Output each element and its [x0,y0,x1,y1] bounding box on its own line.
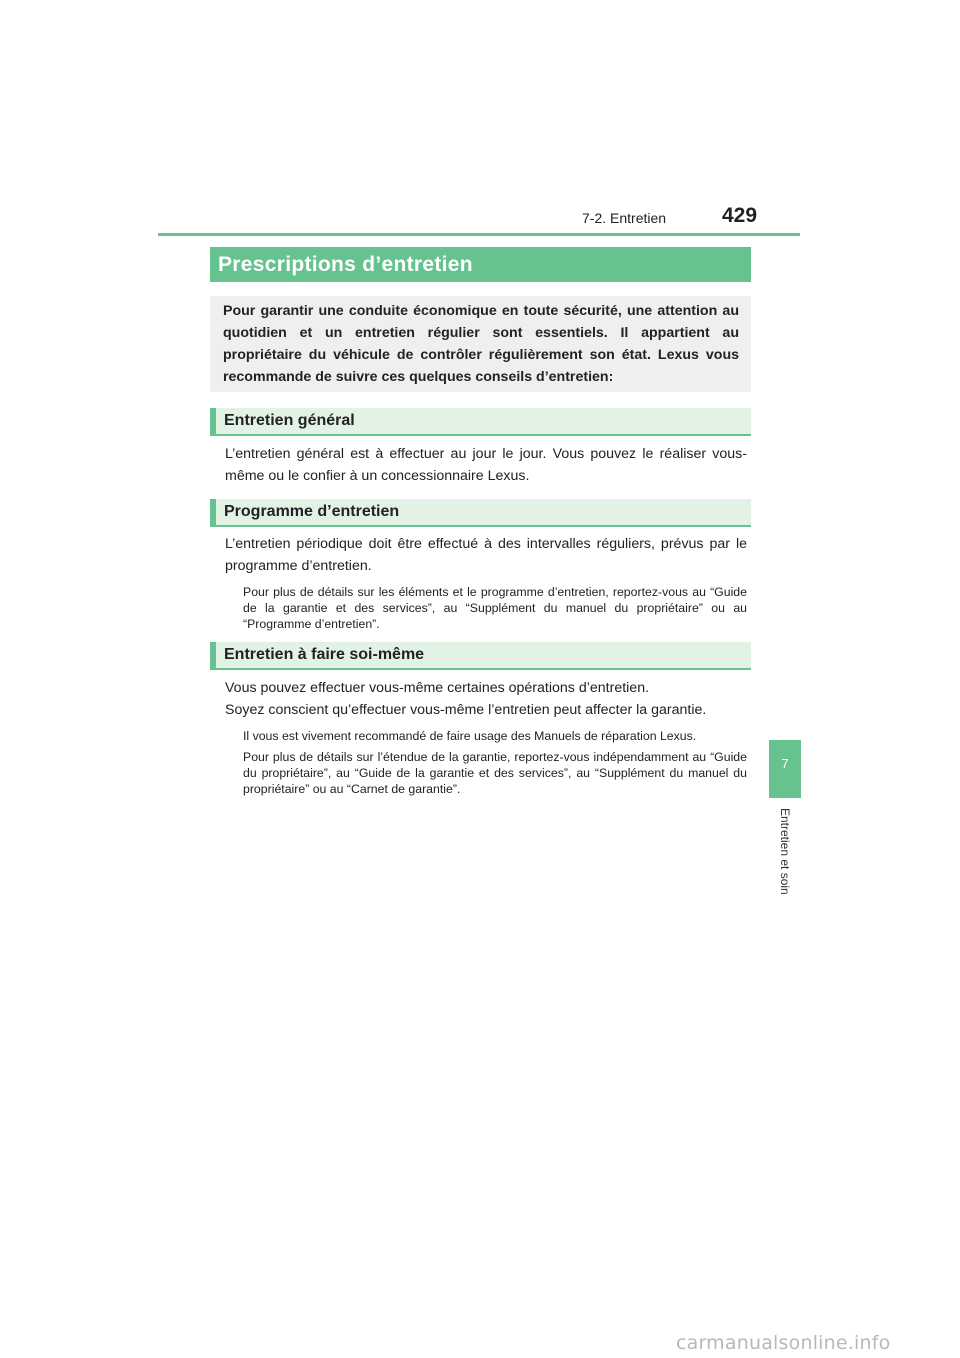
section-body-programme: L’entretien périodique doit être effectué à des intervalles réguliers, prévus par le programme d’entretien. [225,536,747,574]
chapter-label: Entretien et soin [778,808,792,895]
header-rule [158,233,800,236]
section-note-self-2: Pour plus de détails sur l’étendue de la garantie, reportez-vous indépendamment au “Guide du propriétaire”, au “Guide de la garantie et des services”, au “Supplément du manuel du propriétaire” ou au “Carnet de garantie”. [243,750,747,796]
watermark: carmanualsonline.info [676,1332,891,1354]
section-heading-self: Entretien à faire soi-même [210,642,751,670]
section-body-self-2: Soyez conscient qu’effectuer vous-même l’entretien peut affecter la garantie. [225,702,707,718]
chapter-tab: 7 [769,740,801,798]
section-heading-general: Entretien général [210,408,751,436]
section-heading-programme: Programme d’entretien [210,499,751,527]
section-note-self-1: Il vous est vivement recommandé de faire usage des Manuels de réparation Lexus. [243,729,697,743]
section-note-programme: Pour plus de détails sur les éléments et le programme d’entretien, reportez-vous au “Guide de la garantie et des services”, au “Supplément du manuel du propriétaire” ou au “Programme d’entretien”. [243,585,747,631]
section-body-self-1: Vous pouvez effectuer vous-même certaines opérations d’entretien. [225,680,650,696]
page-title: Prescriptions d’entretien [210,247,751,282]
section-body-general: L’entretien général est à effectuer au jour le jour. Vous pouvez le réaliser vous-même ou le confier à un concessionnaire Lexus. [225,446,747,484]
intro-box: Pour garantir une conduite économique en toute sécurité, une attention au quotidien et un entretien régulier sont essentiels. Il appartient au propriétaire du véhicule de contrôler régulièrement son état. Lexus vous recommande de suivre ces quelques conseils d’entretien: [210,296,751,392]
page-number: 429 [722,204,758,227]
header-section: 7-2. Entretien [582,210,667,226]
